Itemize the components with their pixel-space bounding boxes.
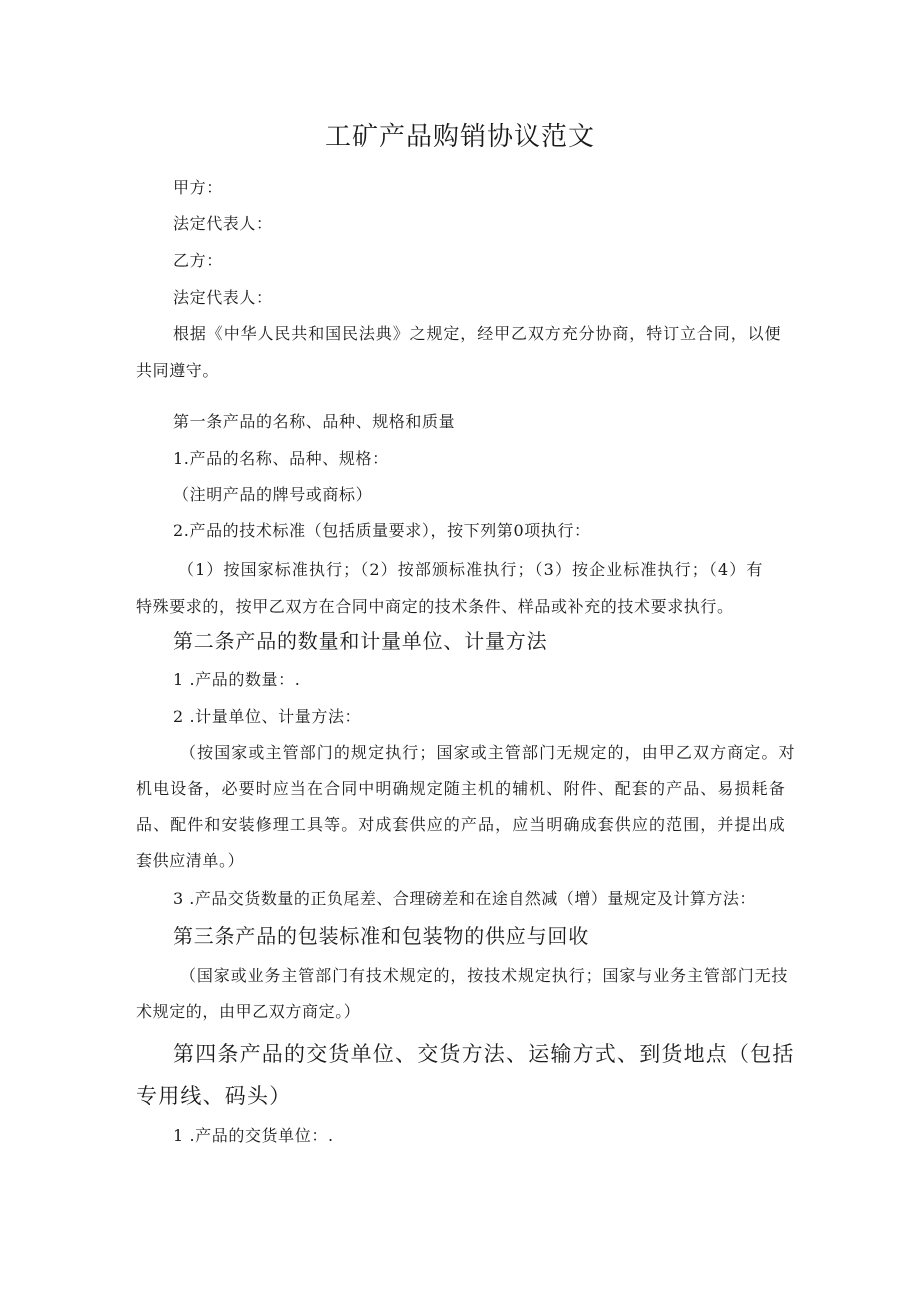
article-1-item-1: 1.产品的名称、品种、规格： xyxy=(173,449,389,468)
article-4-heading-line-1: 第四条产品的交货单位、交货方法、运输方式、到货地点（包括 xyxy=(173,1042,795,1066)
article-4-item-1: 1 .产品的交货单位：. xyxy=(173,1126,334,1145)
article-1-item-2: 2.产品的技术标准（包括质量要求），按下列第0项执行： xyxy=(173,521,591,540)
article-1-heading: 第一条产品的名称、品种、规格和质量 xyxy=(173,412,456,431)
preamble-line-2: 共同遵守。 xyxy=(136,361,220,380)
article-1-item-1-note: （注明产品的牌号或商标） xyxy=(173,485,373,504)
party-a-representative-label: 法定代表人： xyxy=(173,214,273,233)
article-2-item-3: 3 .产品交货数量的正负尾差、合理磅差和在途自然减（增）量规定及计算方法： xyxy=(173,889,756,908)
article-4-heading-line-2: 专用线、码头） xyxy=(136,1084,292,1108)
article-3-heading: 第三条产品的包装标准和包装物的供应与回收 xyxy=(173,924,589,948)
article-2-note-line-1: （按国家或主管部门的规定执行；国家或主管部门无规定的，由甲乙双方商定。对 xyxy=(180,743,796,762)
party-a-label: 甲方： xyxy=(173,178,223,197)
article-2-heading: 第二条产品的数量和计量单位、计量方法 xyxy=(173,629,548,653)
party-b-label: 乙方： xyxy=(173,251,223,270)
article-3-note-line-2: 术规定的，由甲乙双方商定。） xyxy=(136,1002,361,1021)
article-3-note-line-1: （国家或业务主管部门有技术规定的，按技术规定执行；国家与业务主管部门无技 xyxy=(180,966,789,985)
party-b-representative-label: 法定代表人： xyxy=(173,288,273,307)
article-2-note-line-3: 品、配件和安装修理工具等。对成套供应的产品，应当明确成套供应的范围，并提出成 xyxy=(136,815,786,834)
article-1-item-2-options-line-1: （1）按国家标准执行；（2）按部颁标准执行；（3）按企业标准执行；（4）有 xyxy=(178,560,764,579)
article-1-item-2-options-line-2: 特殊要求的，按甲乙双方在合同中商定的技术条件、样品或补充的技术要求执行。 xyxy=(136,597,734,616)
document-title: 工矿产品购销协议范文 xyxy=(324,122,595,152)
preamble-line-1: 根据《中华人民共和国民法典》之规定，经甲乙双方充分协商，特订立合同，以便 xyxy=(173,324,782,343)
article-2-item-1: 1 .产品的数量：. xyxy=(173,670,301,689)
article-2-note-line-2: 机电设备，必要时应当在合同中明确规定随主机的辅机、附件、配套的产品、易损耗备 xyxy=(136,779,786,798)
article-2-item-2: 2 .计量单位、计量方法： xyxy=(173,707,362,726)
article-2-note-line-4: 套供应清单。） xyxy=(136,851,245,870)
